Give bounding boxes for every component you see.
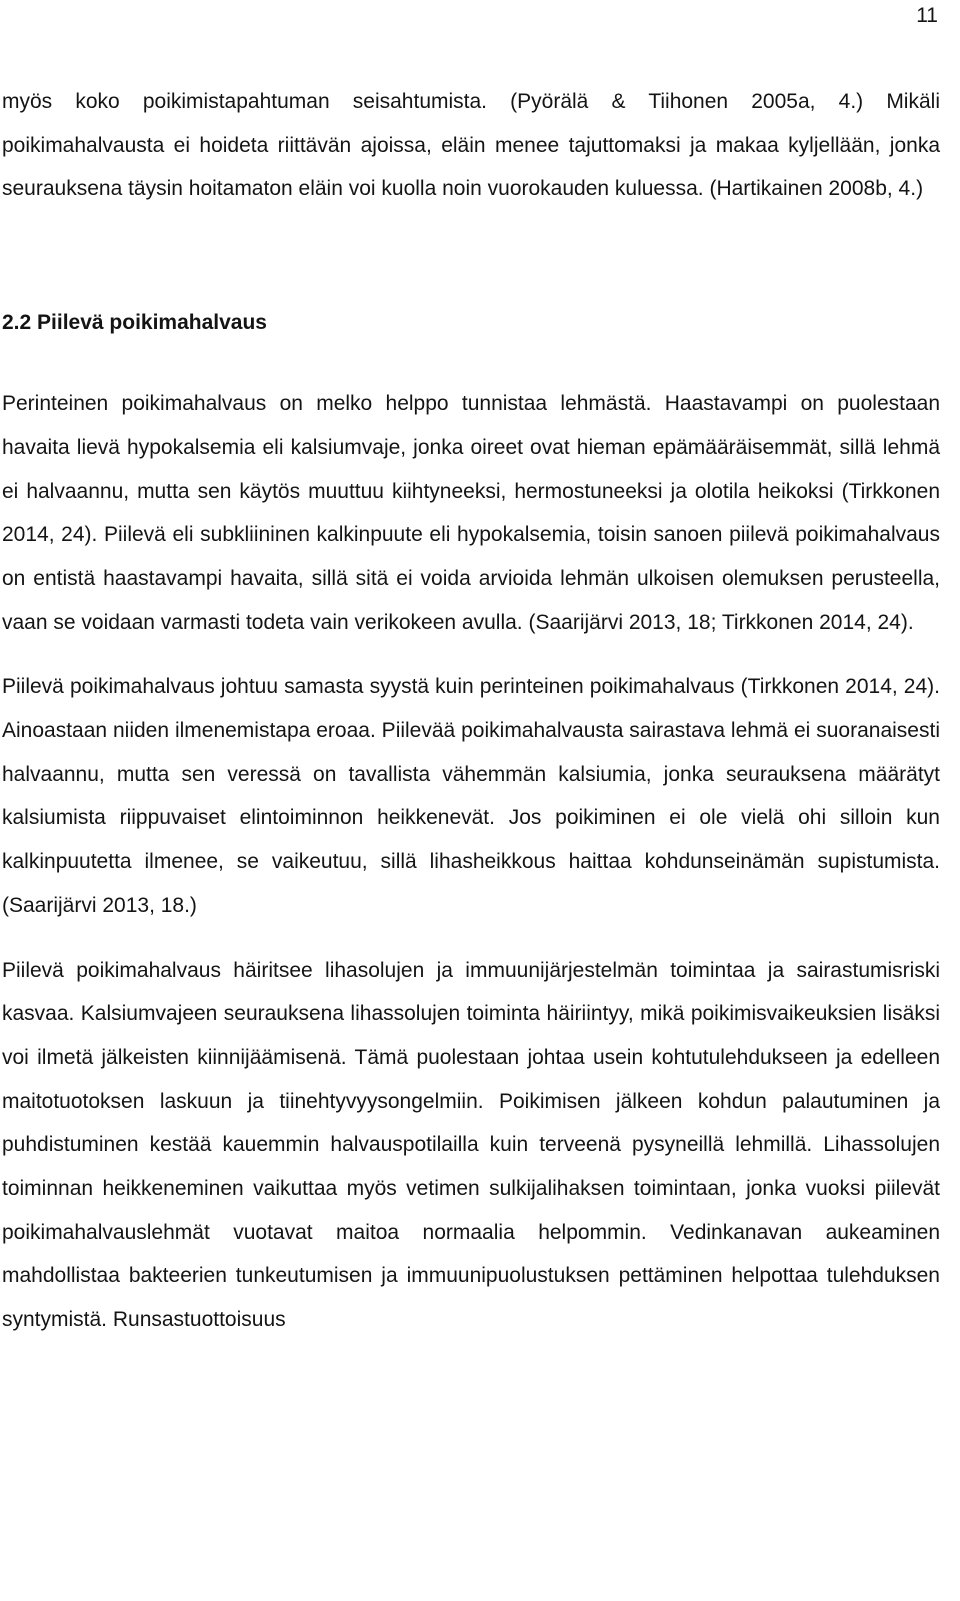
body-paragraph: Piilevä poikimahalvaus johtuu samasta syystä kuin perinteinen poikimahalvaus (Tirkkonen 2014, 24). Ainoastaan niiden ilmenemistapa eroaa. Piilevää poikimahalvausta sairastava lehmä ei suoranaisesti halvaannu, mutta sen veressä on tavallista vähemmän kalsiumia, jonka seurauksena määrätyt kalsiumista riippuvaiset elintoiminnon heikkenevät. Jos poikiminen ei ole vielä ohi silloin kun kalkinpuutetta ilmenee, se vaikeutuu, sillä lihasheikkous haittaa kohdunseinämän supistumista. (Saarijärvi 2013, 18.)	[2, 675, 940, 917]
body-paragraph: Perinteinen poikimahalvaus on melko helppo tunnistaa lehmästä. Haastavampi on puolestaan havaita lievä hypokalsemia eli kalsiumvaje, jonka oireet ovat hieman epämääräisemmät, sillä lehmä ei halvaannu, mutta sen käytös muuttuu kiihtyneeksi, hermostuneeksi ja olotila heikoksi (Tirkkonen 2014, 24). Piilevä eli subkliininen kalkinpuute eli hypokalsemia, toisin sanoen piilevä poikimahalvaus on entistä haastavampi havaita, sillä sitä ei voida arvioida lehmän ulkoisen olemuksen perusteella, vaan se voidaan varmasti todeta vain verikokeen avulla. (Saarijärvi 2013, 18; Tirkkonen 2014, 24).	[2, 392, 940, 634]
page-number: 11	[916, 4, 938, 27]
intro-paragraph: myös koko poikimistapahtuman seisahtumista. (Pyörälä & Tiihonen 2005a, 4.) Mikäli poikimahalvausta ei hoideta riittävän ajoissa, eläin menee tajuttomaksi ja makaa kyljellään, jonka seurauksena täysin hoitamaton eläin voi kuolla noin vuorokauden kuluessa. (Hartikainen 2008b, 4.)	[2, 90, 940, 201]
body-paragraph: Piilevä poikimahalvaus häiritsee lihasolujen ja immuunijärjestelmän toimintaa ja sairastumisriski kasvaa. Kalsiumvajeen seurauksena lihassolujen toiminta häiriintyy, mikä poikimisvaikeuksien lisäksi voi ilmetä jälkeisten kiinnijäämisenä. Tämä puolestaan johtaa usein kohtutulehdukseen ja edelleen maitotuotoksen laskuun ja tiinehtyvyysongelmiin. Poikimisen jälkeen kohdun palautuminen ja puhdistuminen kestää kauemmin halvauspotilailla kuin terveenä pysyneillä lehmillä. Lihassolujen toiminnan heikkeneminen vaikuttaa myös vetimen sulkijalihaksen toimintaan, jonka vuoksi piilevät poikimahalvauslehmät vuotavat maitoa normaalia helpommin. Vedinkanavan aukeaminen mahdollistaa bakteerien tunkeutumisen ja immuunipuolustuksen pettäminen helpottaa tulehduksen syntymistä. Runsastuottoisuus	[2, 958, 940, 1332]
page-content	[2, 80, 940, 1342]
section-heading: 2.2 Piilevä poikimahalvaus	[2, 311, 267, 335]
